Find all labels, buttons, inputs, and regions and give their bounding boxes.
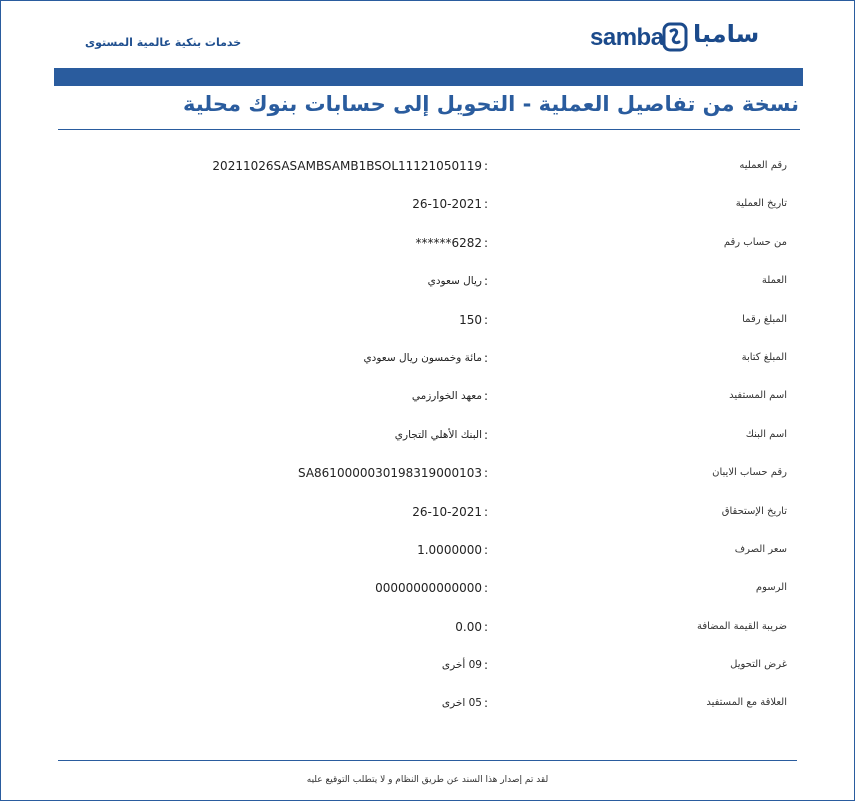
detail-separator: : (484, 427, 489, 442)
detail-row (0, 574, 855, 612)
header-bar (54, 68, 803, 86)
detail-row (0, 382, 855, 420)
detail-separator: : (484, 389, 489, 404)
detail-label: اسم البنك (745, 428, 787, 440)
page-title: نسخة من تفاصيل العملية - التحويل إلى حسابات بنوك محلية (183, 92, 799, 116)
detail-separator: : (484, 581, 489, 596)
detail-row (0, 152, 855, 190)
detail-value: SA8610000030198319000103 (297, 466, 482, 481)
detail-value: 1.0000000 (417, 542, 482, 557)
detail-value: 26-10-2021 (412, 504, 482, 519)
detail-row (0, 498, 855, 536)
detail-label: العملة (761, 275, 787, 287)
detail-label: تاريخ العملية (735, 198, 787, 210)
detail-row (0, 306, 855, 344)
detail-row (0, 459, 855, 497)
detail-value: 0.00 (455, 619, 482, 634)
detail-value: 26-10-2021 (412, 197, 482, 212)
detail-separator: : (484, 619, 489, 634)
detail-label: اسم المستفيد (729, 390, 787, 402)
footer-divider (58, 760, 797, 761)
detail-value: 09 أخرى (441, 659, 482, 672)
detail-separator: : (484, 466, 489, 481)
logo-arabic-text: سامبا (693, 20, 760, 48)
detail-label: المبلغ رقما (742, 313, 787, 325)
detail-value: 05 اخرى (441, 697, 482, 710)
detail-row (0, 613, 855, 651)
detail-value: ******6282 (415, 235, 482, 250)
detail-label: غرض التحويل (730, 659, 787, 671)
logo-latin-text: samba (590, 24, 664, 51)
detail-separator: : (484, 542, 489, 557)
detail-label: العلاقة مع المستفيد (706, 697, 787, 709)
detail-row (0, 344, 855, 382)
detail-label: ضريبة القيمة المضافة (696, 620, 787, 632)
detail-label: رقم حساب الايبان (712, 467, 787, 479)
detail-row (0, 267, 855, 305)
detail-value: 00000000000000 (375, 581, 482, 596)
detail-separator: : (484, 274, 489, 289)
title-divider (58, 129, 800, 130)
detail-separator: : (484, 696, 489, 711)
detail-row (0, 190, 855, 228)
detail-value: مائة وخمسون ريال سعودي (363, 351, 482, 364)
detail-row (0, 689, 855, 727)
detail-row (0, 651, 855, 689)
detail-value: البنك الأهلي التجاري (394, 428, 482, 441)
detail-label: سعر الصرف (734, 543, 787, 555)
detail-separator: : (484, 159, 489, 173)
detail-label: تاريخ الإستحقاق (721, 505, 787, 517)
samba-emblem-icon (662, 22, 688, 56)
detail-value: ريال سعودي (427, 275, 482, 288)
detail-label: المبلغ كتابة (741, 351, 787, 363)
detail-label: الرسوم (755, 582, 787, 594)
detail-value: 150 (459, 312, 482, 327)
detail-value: معهد الخوارزمي (411, 390, 482, 403)
detail-value: 20211026SASAMBSAMB1BSOL11121050119 (212, 159, 482, 173)
detail-separator: : (484, 504, 489, 519)
bank-tagline: خدمات بنكية عالمية المستوى (85, 36, 242, 49)
transaction-details (0, 152, 855, 728)
detail-label: من حساب رقم (723, 236, 787, 248)
detail-separator: : (484, 658, 489, 673)
detail-row (0, 536, 855, 574)
detail-row (0, 421, 855, 459)
detail-separator: : (484, 350, 489, 365)
detail-separator: : (484, 312, 489, 327)
detail-separator: : (484, 197, 489, 212)
footer-note: لقد تم إصدار هذا السند عن طريق النظام و لا يتطلب التوقيع عليه (306, 775, 549, 785)
detail-label: رقم العمليه (739, 160, 787, 171)
detail-separator: : (484, 235, 489, 250)
detail-row (0, 229, 855, 267)
